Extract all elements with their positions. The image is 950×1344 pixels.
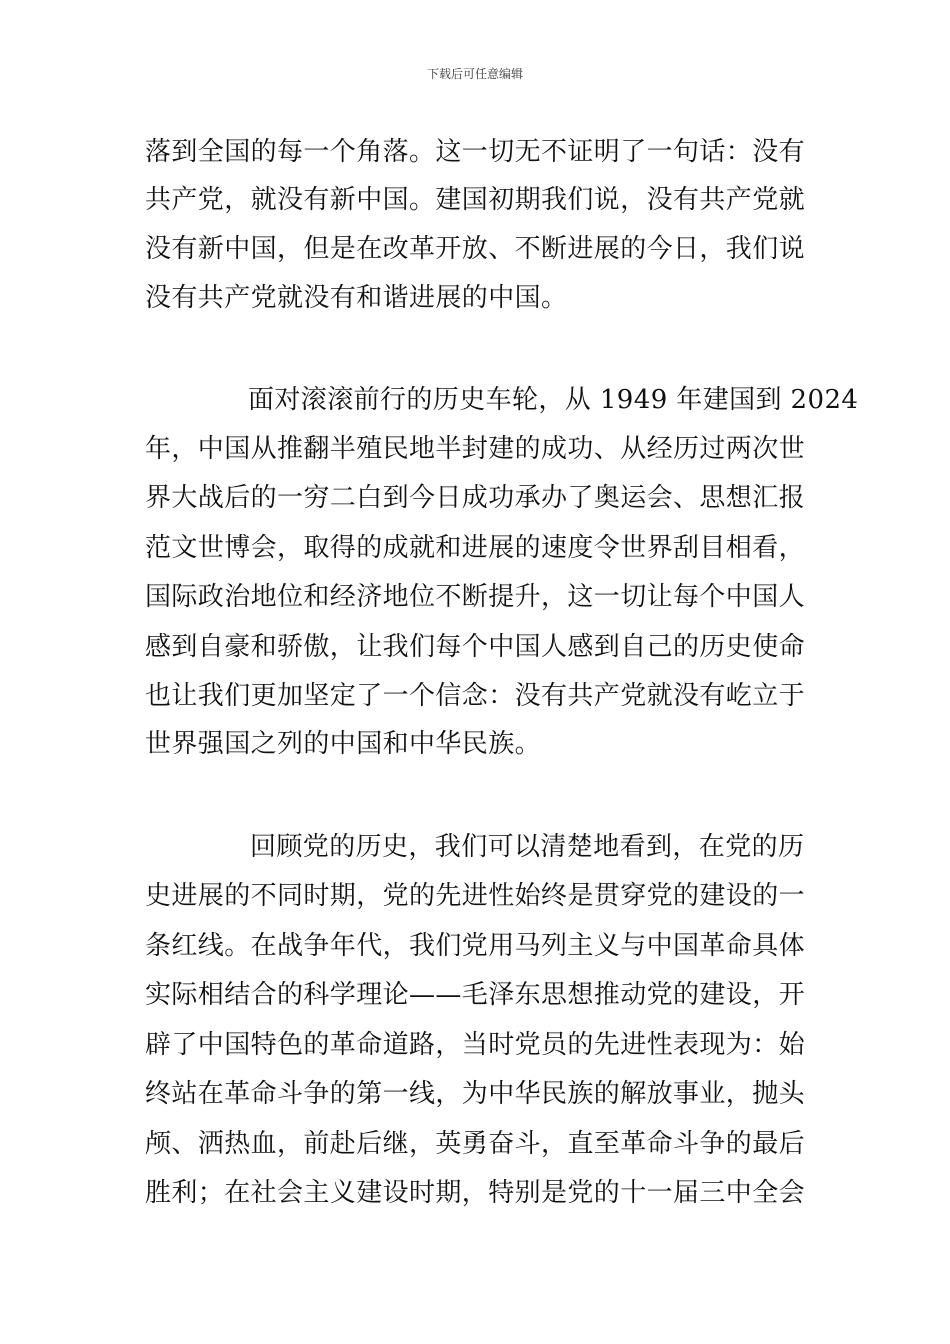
paragraph-3-line-3: 条红线。在战争年代，我们党用马列主义与中国革命具体 xyxy=(145,931,806,961)
paragraph-2-line-4: 范文世博会，取得的成就和进展的速度令世界刮目相看， xyxy=(145,533,806,563)
paragraph-2-line-7: 也让我们更加坚定了一个信念：没有共产党就没有屹立于 xyxy=(145,681,806,711)
paragraph-1-line-2: 共产党，就没有新中国。建国初期我们说，没有共产党就 xyxy=(145,185,806,215)
paragraph-2-line-8: 世界强国之列的中国和中华民族。 xyxy=(145,729,542,759)
page-header: 下载后可任意编辑 xyxy=(426,67,523,81)
paragraph-2-line-1: 面对滚滚前行的历史车轮，从 1949 年建国到 2024 xyxy=(248,385,859,415)
paragraph-3-line-5: 辟了中国特色的革命道路，当时党员的先进性表现为：始 xyxy=(145,1030,806,1060)
paragraph-2-line-2: 年，中国从推翻半殖民地半封建的成功、从经历过两次世 xyxy=(145,434,806,464)
paragraph-3-line-1: 回顾党的历史，我们可以清楚地看到，在党的历 xyxy=(250,832,805,862)
paragraph-1-line-1: 落到全国的每一个角落。这一切无不证明了一句话：没有 xyxy=(145,137,806,167)
paragraph-3-line-4: 实际相结合的科学理论——毛泽东思想推动党的建设，开 xyxy=(145,980,806,1010)
paragraph-2-line-5: 国际政治地位和经济地位不断提升，这一切让每个中国人 xyxy=(145,582,806,612)
paragraph-1-line-3: 没有新中国，但是在改革开放、不断进展的今日，我们说 xyxy=(145,234,806,264)
paragraph-1-line-4: 没有共产党就没有和谐进展的中国。 xyxy=(145,283,568,313)
paragraph-2-line-6: 感到自豪和骄傲，让我们每个中国人感到自己的历史使命 xyxy=(145,632,806,662)
paragraph-3-line-2: 史进展的不同时期，党的先进性始终是贯穿党的建设的一 xyxy=(145,881,806,911)
paragraph-2-line-3: 界大战后的一穷二白到今日成功承办了奥运会、思想汇报 xyxy=(145,483,806,513)
paragraph-3-line-6: 终站在革命斗争的第一线，为中华民族的解放事业，抛头 xyxy=(145,1079,806,1109)
paragraph-3-line-8: 胜利；在社会主义建设时期，特别是党的十一届三中全会 xyxy=(145,1178,806,1208)
paragraph-3-line-7: 颅、洒热血，前赴后继，英勇奋斗，直至革命斗争的最后 xyxy=(145,1129,806,1159)
